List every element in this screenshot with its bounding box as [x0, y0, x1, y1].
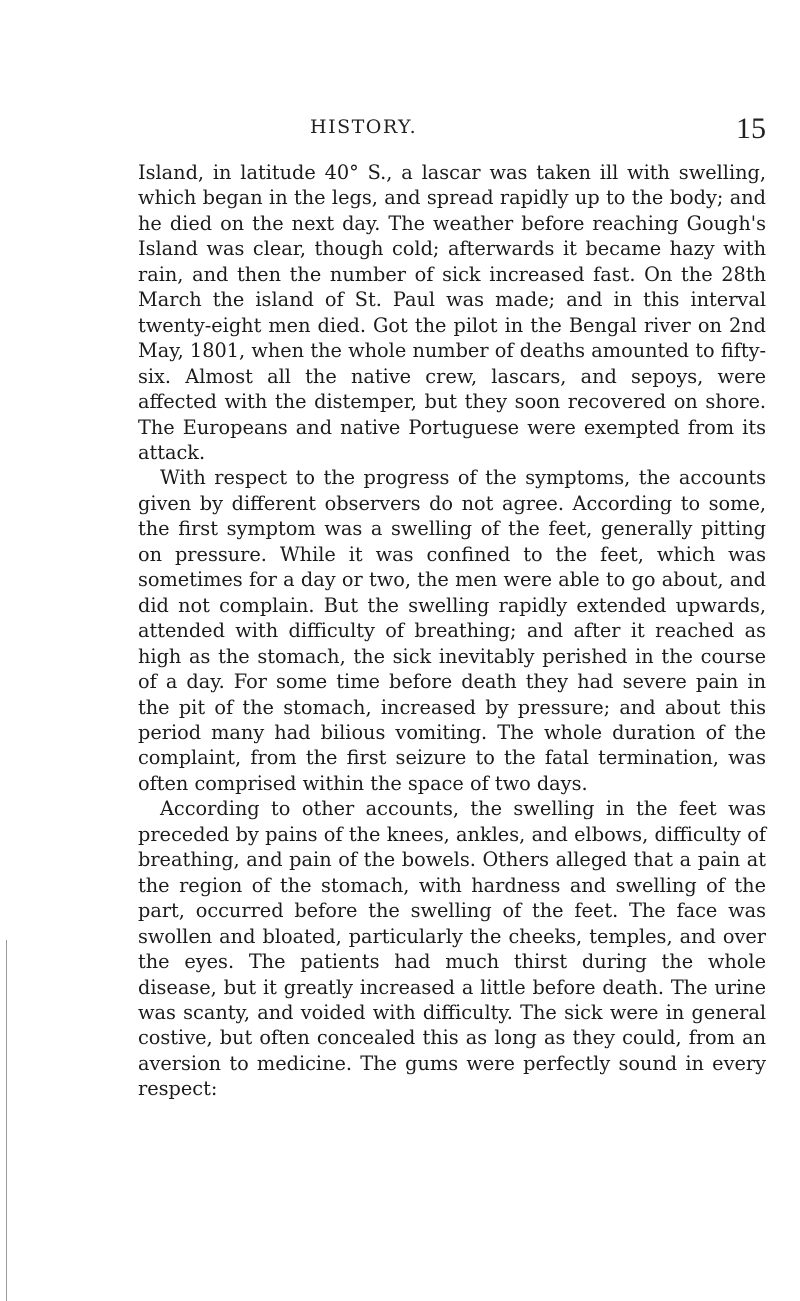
paragraph-2: With respect to the progress of the symptoms, the accounts given by different observers do not agree. According to some, the first symptom was a swelling of the feet, generally pitting on pressure. While it was confined to the feet, which was sometimes for a day or two, the men were able to go about, and did not complain. But the swelling rapidly extended upwards, attended with difficulty of breathing; and after it reached as high as the stomach, the sick inevitably perished in the course of a day. For some time before death they had severe pain in the pit of the stomach, increased by pressure; and about this period many had bilious vomiting. The whole duration of the complaint, from the first seizure to the fatal termination, was often comprised within the space of two days. — [138, 466, 766, 795]
running-title: HISTORY. — [310, 116, 418, 138]
body-text — [138, 160, 766, 1102]
paragraph-3: According to other accounts, the swelling in the feet was preceded by pains of the knees, ankles, and elbows, difficulty of breathing, and pain of the bowels. Others alleged that a pain at the region of the stomach, with hardness and swelling of the part, occurred before the swelling of the feet. The face was swollen and bloated, particularly the cheeks, temples, and over the eyes. The patients had much thirst during the whole disease, but it greatly increased a little before death. The urine was scanty, and voided with difficulty. The sick were in general costive, but often concealed this as long as they could, from an aversion to medicine. The gums were perfectly sound in every respect: — [138, 797, 766, 1101]
binding-edge-line — [6, 940, 7, 1301]
running-head — [138, 112, 766, 146]
page-number: 15 — [736, 112, 766, 145]
paragraph-1: Island, in latitude 40° S., a lascar was taken ill with swelling, which began in the legs, and spread rapidly up to the body; and he died on the next day. The weather before reaching Gough's Island was clear, though cold; afterwards it became hazy with rain, and then the number of sick increased fast. On the 28th March the island of St. Paul was made; and in this interval twenty-eight men died. Got the pilot in the Bengal river on 2nd May, 1801, when the whole number of deaths amounted to fifty-six. Almost all the native crew, lascars, and sepoys, were affected with the distemper, but they soon recovered on shore. The Europeans and native Portuguese were exempted from its attack. — [138, 161, 766, 464]
